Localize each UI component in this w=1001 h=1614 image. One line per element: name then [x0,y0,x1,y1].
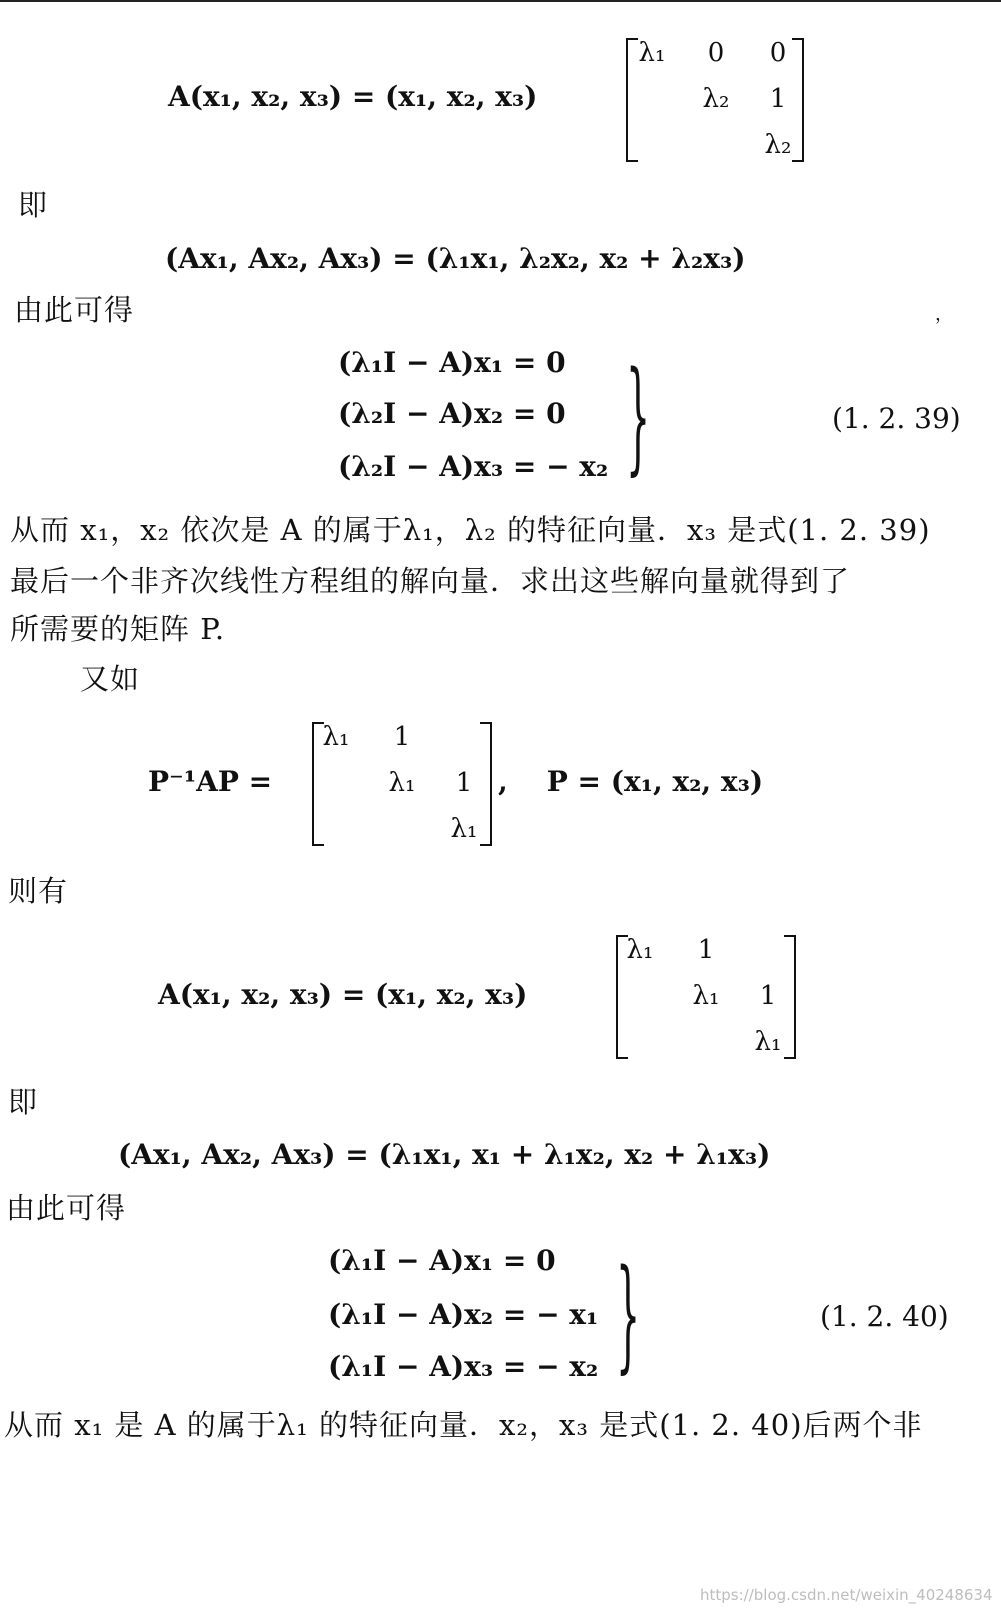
right-brace: } [616,1244,641,1385]
system-line: (λ₁I − A)x₃ = − x₂ [328,1350,599,1383]
eq4-matrix [616,935,796,1059]
text-zeyou: 则有 [8,874,69,908]
matrix-cell: λ₂ [764,130,792,160]
matrix-cell: 0 [707,38,725,68]
eq2: (Ax₁, Ax₂, Ax₃) = (λ₁x₁, λ₂x₂, x₂ + λ₂x₃) [165,242,746,275]
system-line: (λ₁I − A)x₁ = 0 [338,346,566,379]
stray-comma: ， [935,304,953,325]
text-youci: 由此可得 [6,1191,127,1225]
matrix-cell: λ₁ [638,38,666,68]
paragraph-line: 从而 x₁，x₂ 依次是 A 的属于λ₁，λ₂ 的特征向量．x₃ 是式(1. 2. 39) [10,513,931,547]
matrix-cell: 1 [697,935,715,965]
paragraph-line: 所需要的矩阵 P. [10,612,226,646]
watermark: https://blog.csdn.net/weixin_40248634 [700,1586,993,1604]
matrix-cell: λ₁ [388,768,416,798]
top-border [0,0,1001,2]
matrix-cell: 0 [769,38,787,68]
system-line: (λ₁I − A)x₂ = − x₁ [328,1298,599,1331]
text-youru: 又如 [80,662,141,696]
system-line: (λ₂I − A)x₂ = 0 [338,397,566,430]
eq3-matrix [312,722,492,846]
right-brace: } [626,346,651,487]
paragraph-line: 从而 x₁ 是 A 的属于λ₁ 的特征向量．x₂，x₃ 是式(1. 2. 40)后两个非 [4,1408,923,1442]
matrix-cell: 1 [769,84,787,114]
matrix-cell: 1 [393,722,411,752]
matrix-cell: λ₁ [626,935,654,965]
matrix-cell: λ₂ [702,84,730,114]
eq5: (Ax₁, Ax₂, Ax₃) = (λ₁x₁, x₁ + λ₁x₂, x₂ + λ₁x₃) [118,1138,771,1171]
matrix-cell: 1 [759,981,777,1011]
matrix-cell: λ₁ [322,722,350,752]
text-youci: 由此可得 [14,293,135,327]
system-line: (λ₂I − A)x₃ = − x₂ [338,450,609,483]
text-ji: 即 [18,188,49,222]
paragraph-line: 最后一个非齐次线性方程组的解向量．求出这些解向量就得到了 [10,564,851,598]
equation-label: (1. 2. 39) [832,402,961,435]
matrix-cell: λ₁ [754,1027,782,1057]
eq3-rhs: , P = (x₁, x₂, x₃) [498,765,764,798]
matrix-cell: λ₁ [692,981,720,1011]
eq1-lhs: A(x₁, x₂, x₃) = (x₁, x₂, x₃) [168,80,538,113]
eq1-matrix [626,38,804,162]
matrix-cell: λ₁ [450,814,478,844]
text-ji: 即 [8,1085,39,1119]
system-line: (λ₁I − A)x₁ = 0 [328,1244,556,1277]
equation-label: (1. 2. 40) [820,1300,949,1333]
matrix-cell: 1 [455,768,473,798]
eq3-lhs: P⁻¹AP = [148,765,273,798]
eq4-lhs: A(x₁, x₂, x₃) = (x₁, x₂, x₃) [158,978,528,1011]
